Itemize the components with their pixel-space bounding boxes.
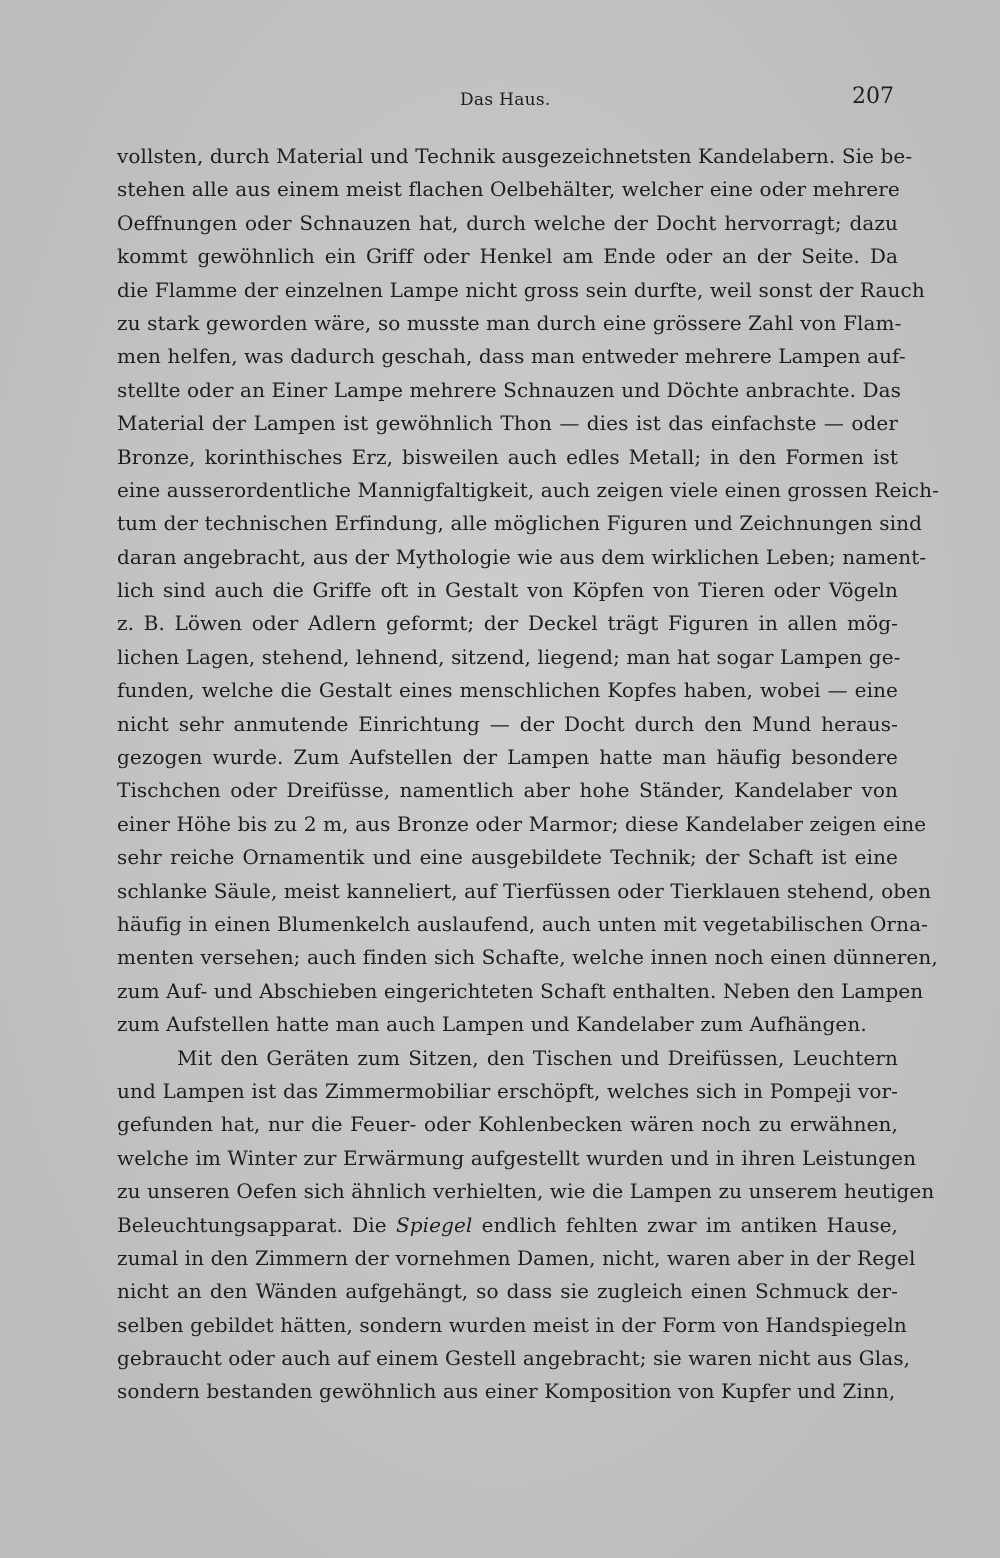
text-line: Tischchen oder Dreifüsse, namentlich aber hohe Ständer, Kandelaber von	[117, 778, 898, 803]
text-line: zu stark geworden wäre, so musste man durch eine grössere Zahl von Flam-	[117, 310, 902, 335]
text-line: gezogen wurde. Zum Aufstellen der Lampen hatte man häufig besondere	[117, 745, 898, 770]
running-title: Das Haus.	[460, 90, 551, 110]
text-line: stehen alle aus einem meist flachen Oelbehälter, welcher eine oder mehrere	[117, 177, 900, 202]
text-line: zu unseren Oefen sich ähnlich verhielten, wie die Lampen zu unserem heutigen	[117, 1179, 935, 1204]
paragraph	[117, 1042, 935, 1409]
text-line: schlanke Säule, meist kanneliert, auf Tierfüssen oder Tierklauen stehend, oben	[117, 878, 932, 903]
text-line: Oeffnungen oder Schnauzen hat, durch welche der Docht hervorragt; dazu	[117, 210, 898, 235]
text-line: kommt gewöhnlich ein Griff oder Henkel am Ende oder an der Seite. Da	[117, 244, 898, 269]
text-line: vollsten, durch Material und Technik ausgezeichnetsten Kandelabern. Sie be-	[117, 144, 913, 168]
text-line: nicht sehr anmutende Einrichtung — der Docht durch den Mund heraus-	[117, 711, 898, 736]
text-line: Beleuchtungsapparat. Die Spiegel endlich fehlten zwar im antiken Hause,	[117, 1212, 898, 1237]
page-number: 207	[852, 84, 894, 109]
text-line: z. B. Löwen oder Adlern geformt; der Deckel trägt Figuren in allen mög-	[117, 611, 898, 636]
text-line: zum Aufstellen hatte man auch Lampen und Kandelaber zum Aufhängen.	[117, 1012, 867, 1037]
text-line: Bronze, korinthisches Erz, bisweilen auch edles Metall; in den Formen ist	[117, 444, 898, 469]
text-line: gebraucht oder auch auf einem Gestell angebracht; sie waren nicht aus Glas,	[117, 1346, 911, 1371]
emphasized-term: Spiegel	[395, 1212, 473, 1237]
body-text	[117, 140, 939, 1409]
paragraph	[117, 140, 939, 1042]
text-line: die Flamme der einzelnen Lampe nicht gross sein durfte, weil sonst der Rauch	[117, 277, 925, 302]
text-line: Mit den Geräten zum Sitzen, den Tischen und Dreifüssen, Leuchtern	[177, 1045, 898, 1070]
text-line: nicht an den Wänden aufgehängt, so dass sie zugleich einen Schmuck der-	[117, 1279, 898, 1304]
text-line: welche im Winter zur Erwärmung aufgestellt wurden und in ihren Leistungen	[117, 1145, 917, 1170]
text-line: gefunden hat, nur die Feuer- oder Kohlenbecken wären noch zu erwähnen,	[117, 1112, 898, 1137]
text-line: sehr reiche Ornamentik und eine ausgebildete Technik; der Schaft ist eine	[117, 845, 898, 870]
text-line: daran angebracht, aus der Mythologie wie aus dem wirklichen Leben; nament-	[117, 544, 927, 569]
text-line: Material der Lampen ist gewöhnlich Thon — dies ist das einfachste — oder	[117, 411, 898, 436]
text-line: funden, welche die Gestalt eines menschlichen Kopfes haben, wobei — eine	[117, 678, 898, 703]
text-line: tum der technischen Erfindung, alle möglichen Figuren und Zeichnungen sind	[117, 511, 923, 536]
text-line: und Lampen ist das Zimmermobiliar erschöpft, welches sich in Pompeji vor-	[117, 1078, 898, 1103]
running-head	[118, 84, 894, 118]
text-line: stellte oder an Einer Lampe mehrere Schnauzen und Döchte anbrachte. Das	[117, 377, 902, 402]
text-line: men helfen, was dadurch geschah, dass man entweder mehrere Lampen auf-	[117, 344, 906, 369]
text-line: sondern bestanden gewöhnlich aus einer Komposition von Kupfer und Zinn,	[117, 1379, 896, 1404]
text-line: eine ausserordentliche Mannigfaltigkeit, auch zeigen viele einen grossen Reich-	[117, 477, 939, 502]
text-line: lichen Lagen, stehend, lehnend, sitzend, liegend; man hat sogar Lampen ge-	[117, 644, 901, 669]
text-line: selben gebildet hätten, sondern wurden meist in der Form von Handspiegeln	[117, 1312, 907, 1337]
text-line: einer Höhe bis zu 2 m, aus Bronze oder Marmor; diese Kandelaber zeigen eine	[117, 811, 927, 836]
text-line: häufig in einen Blumenkelch auslaufend, auch unten mit vegetabilischen Orna-	[117, 911, 928, 936]
text-line: zumal in den Zimmern der vornehmen Damen, nicht, waren aber in der Regel	[117, 1245, 916, 1270]
text-line: lich sind auch die Griffe oft in Gestalt von Köpfen von Tieren oder Vögeln	[117, 578, 898, 603]
text-line: zum Auf- und Abschieben eingerichteten Schaft enthalten. Neben den Lampen	[117, 978, 924, 1003]
text-line: menten versehen; auch finden sich Schafte, welche innen noch einen dünneren,	[117, 945, 938, 970]
